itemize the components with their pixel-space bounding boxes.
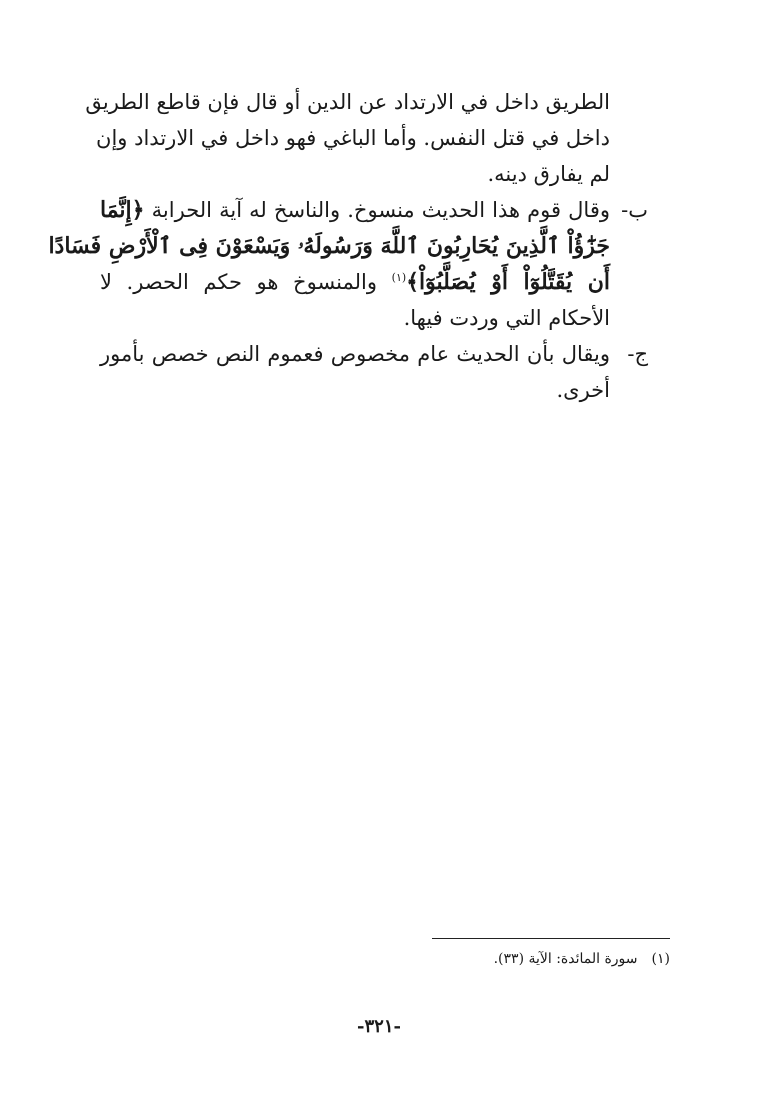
text-line: لم يفارق دينه.: [487, 162, 610, 186]
footnote-reference[interactable]: (١): [391, 271, 407, 284]
text-line: الأحكام التي وردت فيها.: [403, 306, 610, 330]
intro-paragraph: [85, 84, 610, 192]
list-item-j: [100, 336, 648, 408]
footnote-text: سورة المائدة: الآية (٣٣).: [493, 951, 638, 967]
text-line: [100, 264, 610, 300]
list-marker: ج-: [627, 342, 648, 366]
quran-verse-line: جَزَٰٓؤُاْ ٱلَّذِينَ يُحَارِبُونَ ٱللَّهَ وَرَسُولَهُۥ وَيَسْعَوْنَ فِى ٱلْأَرْضِ فَسَادًا: [48, 233, 610, 259]
footnote-divider: [432, 938, 670, 939]
list-marker: ب-: [621, 198, 648, 222]
page-number: -٣٢١-: [357, 1016, 401, 1037]
text-line: الطريق داخل في الارتداد عن الدين أو قال فإن قاطع الطريق: [85, 90, 610, 114]
footnote-number: (١): [651, 951, 670, 967]
list-item-b: [48, 192, 648, 336]
text-segment: والمنسوخ هو حكم الحصر. لا: [100, 270, 378, 294]
footnote: [494, 951, 670, 967]
text-line: أخرى.: [556, 378, 610, 402]
text-segment: وقال قوم هذا الحديث منسوخ. والناسخ له آية الحرابة: [151, 198, 610, 222]
text-line: ويقال بأن الحديث عام مخصوص فعموم النص خصص بأمور: [100, 342, 610, 366]
text-line: داخل في قتل النفس. وأما الباغي فهو داخل في الارتداد وإن: [96, 126, 610, 150]
quran-verse-segment: ﴿إِنَّمَا: [100, 197, 145, 223]
text-line: [100, 192, 610, 228]
quran-verse-segment: أَن يُقَتَّلُوٓاْ أَوْ يُصَلَّبُوٓاْ﴾: [406, 269, 610, 295]
body-text: [48, 84, 648, 408]
